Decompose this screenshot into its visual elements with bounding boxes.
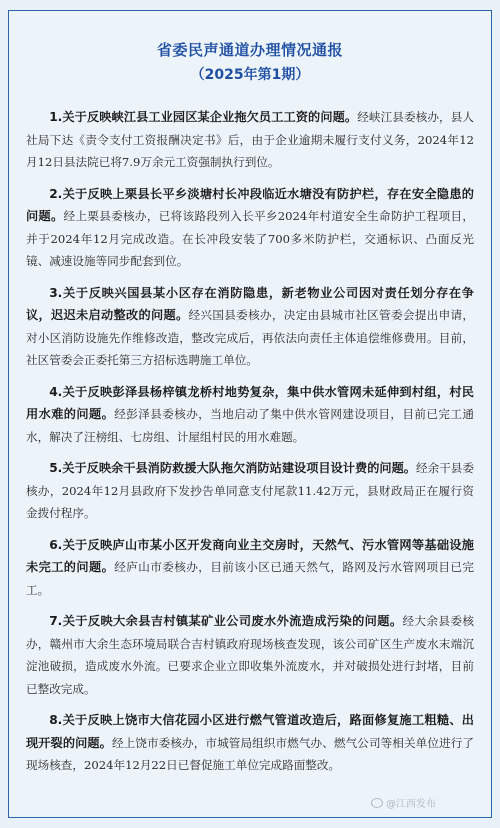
issue-number: （2025年第1期） [190, 67, 310, 83]
document-content [8, 10, 492, 818]
report-item-8 [26, 709, 474, 777]
report-item-4 [26, 381, 474, 449]
item-body: 经上饶市委核办，市城管局组织市燃气办、燃气公司等相关单位进行了现场核查，2024年12月22日已督促施工单位完成路面整改。 [26, 735, 474, 772]
document-title: 省委民声通道办理情况通报 [156, 41, 343, 59]
item-heading: 3.关于反映兴国县某小区存在消防隐患，新老物业公司因对责任划分存在争议，迟迟未启动整改的问题。 [26, 285, 474, 322]
report-item-7 [26, 610, 474, 700]
watermark [371, 795, 436, 810]
item-body: 经兴国县委核办，决定由县城市社区管委会提出申请，对小区消防设施先作维修改造，整改完成后，再依法向责任主体追偿维修费用。目前，社区管委会正委托第三方招标选聘施工单位。 [26, 308, 475, 367]
item-body: 经大余县委核办，赣州市大余生态环境局联合吉村镇政府现场核查发现，该公司矿区生产废水末端沉淀池破损，造成废水外流。已要求企业立即收集外流废水，并对破损处进行封堵，目前已整改完成。 [26, 614, 474, 696]
report-item-1 [26, 106, 474, 174]
watermark-text: @江西发布 [386, 799, 436, 810]
report-item-5 [26, 457, 474, 525]
report-item-2 [26, 183, 474, 273]
item-heading: 4.关于反映彭泽县杨梓镇龙桥村地势复杂，集中供水管网未延伸到村组，村民用水难的问题。 [26, 384, 474, 421]
report-item-6 [26, 534, 474, 602]
item-body: 经峡江县委核办，县人社局下达《责令支付工资报酬决定书》后，由于企业逾期未履行支付义务，2024年12月12日县法院已将7.9万余元工资强制执行到位。 [26, 110, 474, 169]
weibo-logo-icon [371, 798, 383, 808]
item-body: 经上栗县委核办，已将该路段列入长平乡2024年村道安全生命防护工程项目，并于2024年12月完成改造。在长冲段安装了700多米防护栏，交通标识、凸面反光镜、减速设施等同步配套到位。 [26, 209, 474, 268]
item-body: 经余干县委核办，2024年12月县政府下发抄告单同意支付尾款11.42万元，县财政局正在履行资金拨付程序。 [26, 461, 474, 520]
item-body: 经庐山市委核办，目前该小区已通天然气，路网及污水管网项目已完工。 [26, 560, 474, 597]
report-item-3 [26, 282, 474, 372]
item-heading: 7.关于反映大余县吉村镇某矿业公司废水外流造成污染的问题。 [49, 614, 403, 628]
item-heading: 8.关于反映上饶市大信花园小区进行燃气管道改造后，路面修复施工粗糙、出现开裂的问题。 [26, 713, 474, 750]
item-body: 经彭泽县委核办，当地启动了集中供水管网建设项目，目前已完工通水，解决了汪榜组、七房组、计屋组村民的用水难题。 [26, 407, 474, 444]
item-heading: 2.关于反映上栗县长平乡淡塘村长冲段临近水塘没有防护栏，存在安全隐患的问题。 [26, 186, 474, 223]
item-heading: 6.关于反映庐山市某小区开发商向业主交房时，天然气、污水管网等基础设施未完工的问题。 [26, 537, 474, 574]
item-heading: 1.关于反映峡江县工业园区某企业拖欠员工工资的问题。 [49, 110, 358, 124]
item-heading: 5.关于反映余干县消防救援大队拖欠消防站建设项目设计费的问题。 [49, 461, 416, 475]
